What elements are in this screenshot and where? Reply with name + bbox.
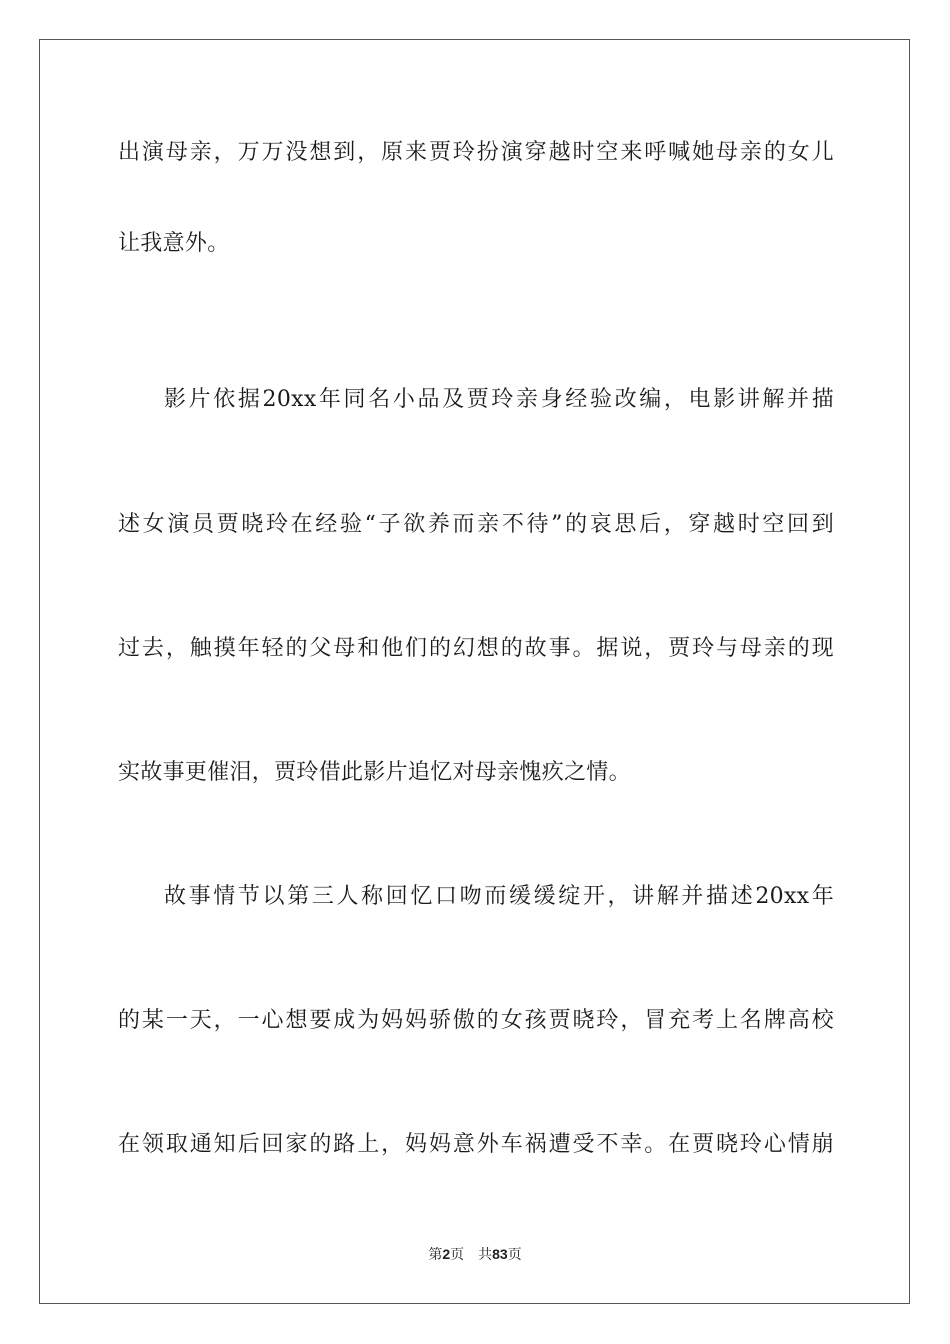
text-line: 在领取通知后回家的路上，妈妈意外车祸遭受不幸。在贾晓玲心情崩 [118,1132,834,1157]
page-suffix: 页 [450,1247,465,1263]
text-line: 让我意外。 [118,231,230,256]
text-line: 故事情节以第三人称回忆口吻而缓缓绽开，讲解并描述20xx年 [164,884,834,909]
text-line: 述女演员贾晓玲在经验“子欲养而亲不待”的哀思后，穿越时空回到 [118,512,834,537]
total-pages: 83 [492,1246,508,1262]
total-prefix: 共 [478,1247,493,1263]
total-suffix: 页 [507,1247,522,1263]
text-line: 影片依据20xx年同名小品及贾玲亲身经验改编，电影讲解并描 [164,387,834,412]
page-footer [0,1244,950,1265]
text-line: 实故事更催泪，贾玲借此影片追忆对母亲愧疚之情。 [118,760,631,785]
text-line: 过去，触摸年轻的父母和他们的幻想的故事。据说，贾玲与母亲的现 [118,636,834,661]
page-prefix: 第 [428,1247,443,1263]
text-line: 的某一天，一心想要成为妈妈骄傲的女孩贾晓玲，冒充考上名牌高校 [118,1008,834,1033]
text-line: 出演母亲，万万没想到，原来贾玲扮演穿越时空来呼喊她母亲的女儿 [118,140,834,165]
page-number: 2 [442,1246,451,1262]
